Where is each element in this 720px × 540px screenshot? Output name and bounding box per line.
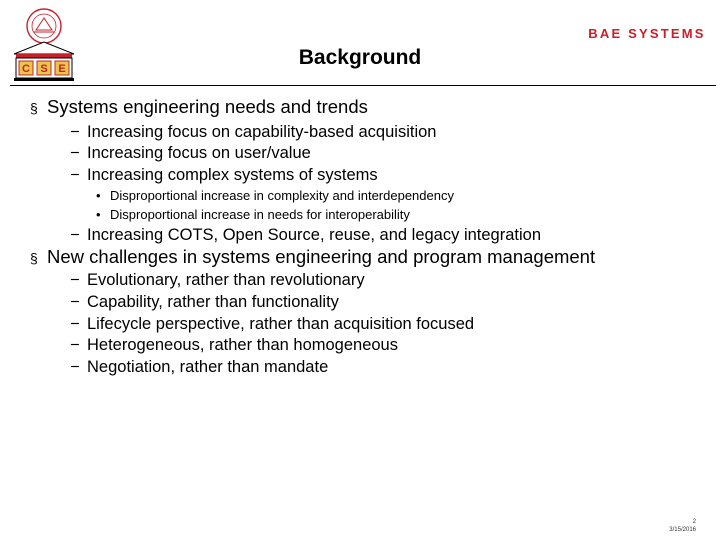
- square-bullet-icon: §: [30, 250, 38, 266]
- square-bullet-icon: §: [30, 100, 38, 116]
- bullet-text: Capability, rather than functionality: [87, 293, 339, 311]
- bullet-level2: [70, 294, 339, 311]
- bullet-level2: [70, 124, 436, 141]
- bullet-level2: [70, 359, 328, 376]
- dash-bullet-icon: −: [70, 293, 80, 311]
- bullet-text: Systems engineering needs and trends: [47, 96, 368, 117]
- dash-bullet-icon: −: [70, 358, 80, 376]
- bullet-text: Increasing COTS, Open Source, reuse, and legacy integration: [87, 226, 541, 244]
- dash-bullet-icon: −: [70, 271, 80, 289]
- svg-text:E: E: [58, 63, 66, 75]
- dash-bullet-icon: −: [70, 336, 80, 354]
- bullet-text: Increasing complex systems of systems: [87, 166, 378, 184]
- dot-bullet-icon: •: [96, 207, 101, 222]
- bullet-text: New challenges in systems engineering and program management: [47, 246, 596, 267]
- bullet-level2: [70, 227, 541, 244]
- brand-text: BAE SYSTEMS: [588, 25, 706, 41]
- dash-bullet-icon: −: [70, 226, 80, 244]
- bullet-text: Lifecycle perspective, rather than acquisition focused: [87, 315, 475, 333]
- bullet-level3: [96, 208, 410, 221]
- bullet-text: Increasing focus on user/value: [87, 144, 311, 162]
- dash-bullet-icon: −: [70, 123, 80, 141]
- slide-date: 3/15/2016: [669, 527, 696, 533]
- bullet-level2: [70, 337, 398, 354]
- svg-text:S: S: [40, 63, 48, 75]
- slide-footer: [640, 518, 696, 534]
- bullet-level2: [70, 272, 365, 289]
- bullet-text: Disproportional increase in complexity and interdependency: [110, 188, 454, 203]
- bullet-level1: [30, 98, 368, 117]
- dash-bullet-icon: −: [70, 166, 80, 184]
- dash-bullet-icon: −: [70, 144, 80, 162]
- bullet-text: Disproportional increase in needs for interoperability: [110, 207, 410, 222]
- slide-title: Background: [298, 46, 422, 69]
- bullet-text: Evolutionary, rather than revolutionary: [87, 271, 365, 289]
- bullet-level1: [30, 248, 595, 267]
- bullet-level3: [96, 189, 454, 202]
- bullet-text: Negotiation, rather than mandate: [87, 358, 329, 376]
- bullet-level2: [70, 167, 378, 184]
- dash-bullet-icon: −: [70, 315, 80, 333]
- page-number: 2: [692, 519, 696, 525]
- bullet-level2: [70, 316, 474, 333]
- svg-text:C: C: [22, 63, 30, 75]
- bullet-text: Increasing focus on capability-based acquisition: [87, 123, 437, 141]
- dot-bullet-icon: •: [96, 188, 101, 203]
- bullet-level2: [70, 145, 311, 162]
- bullet-text: Heterogeneous, rather than homogeneous: [87, 336, 398, 354]
